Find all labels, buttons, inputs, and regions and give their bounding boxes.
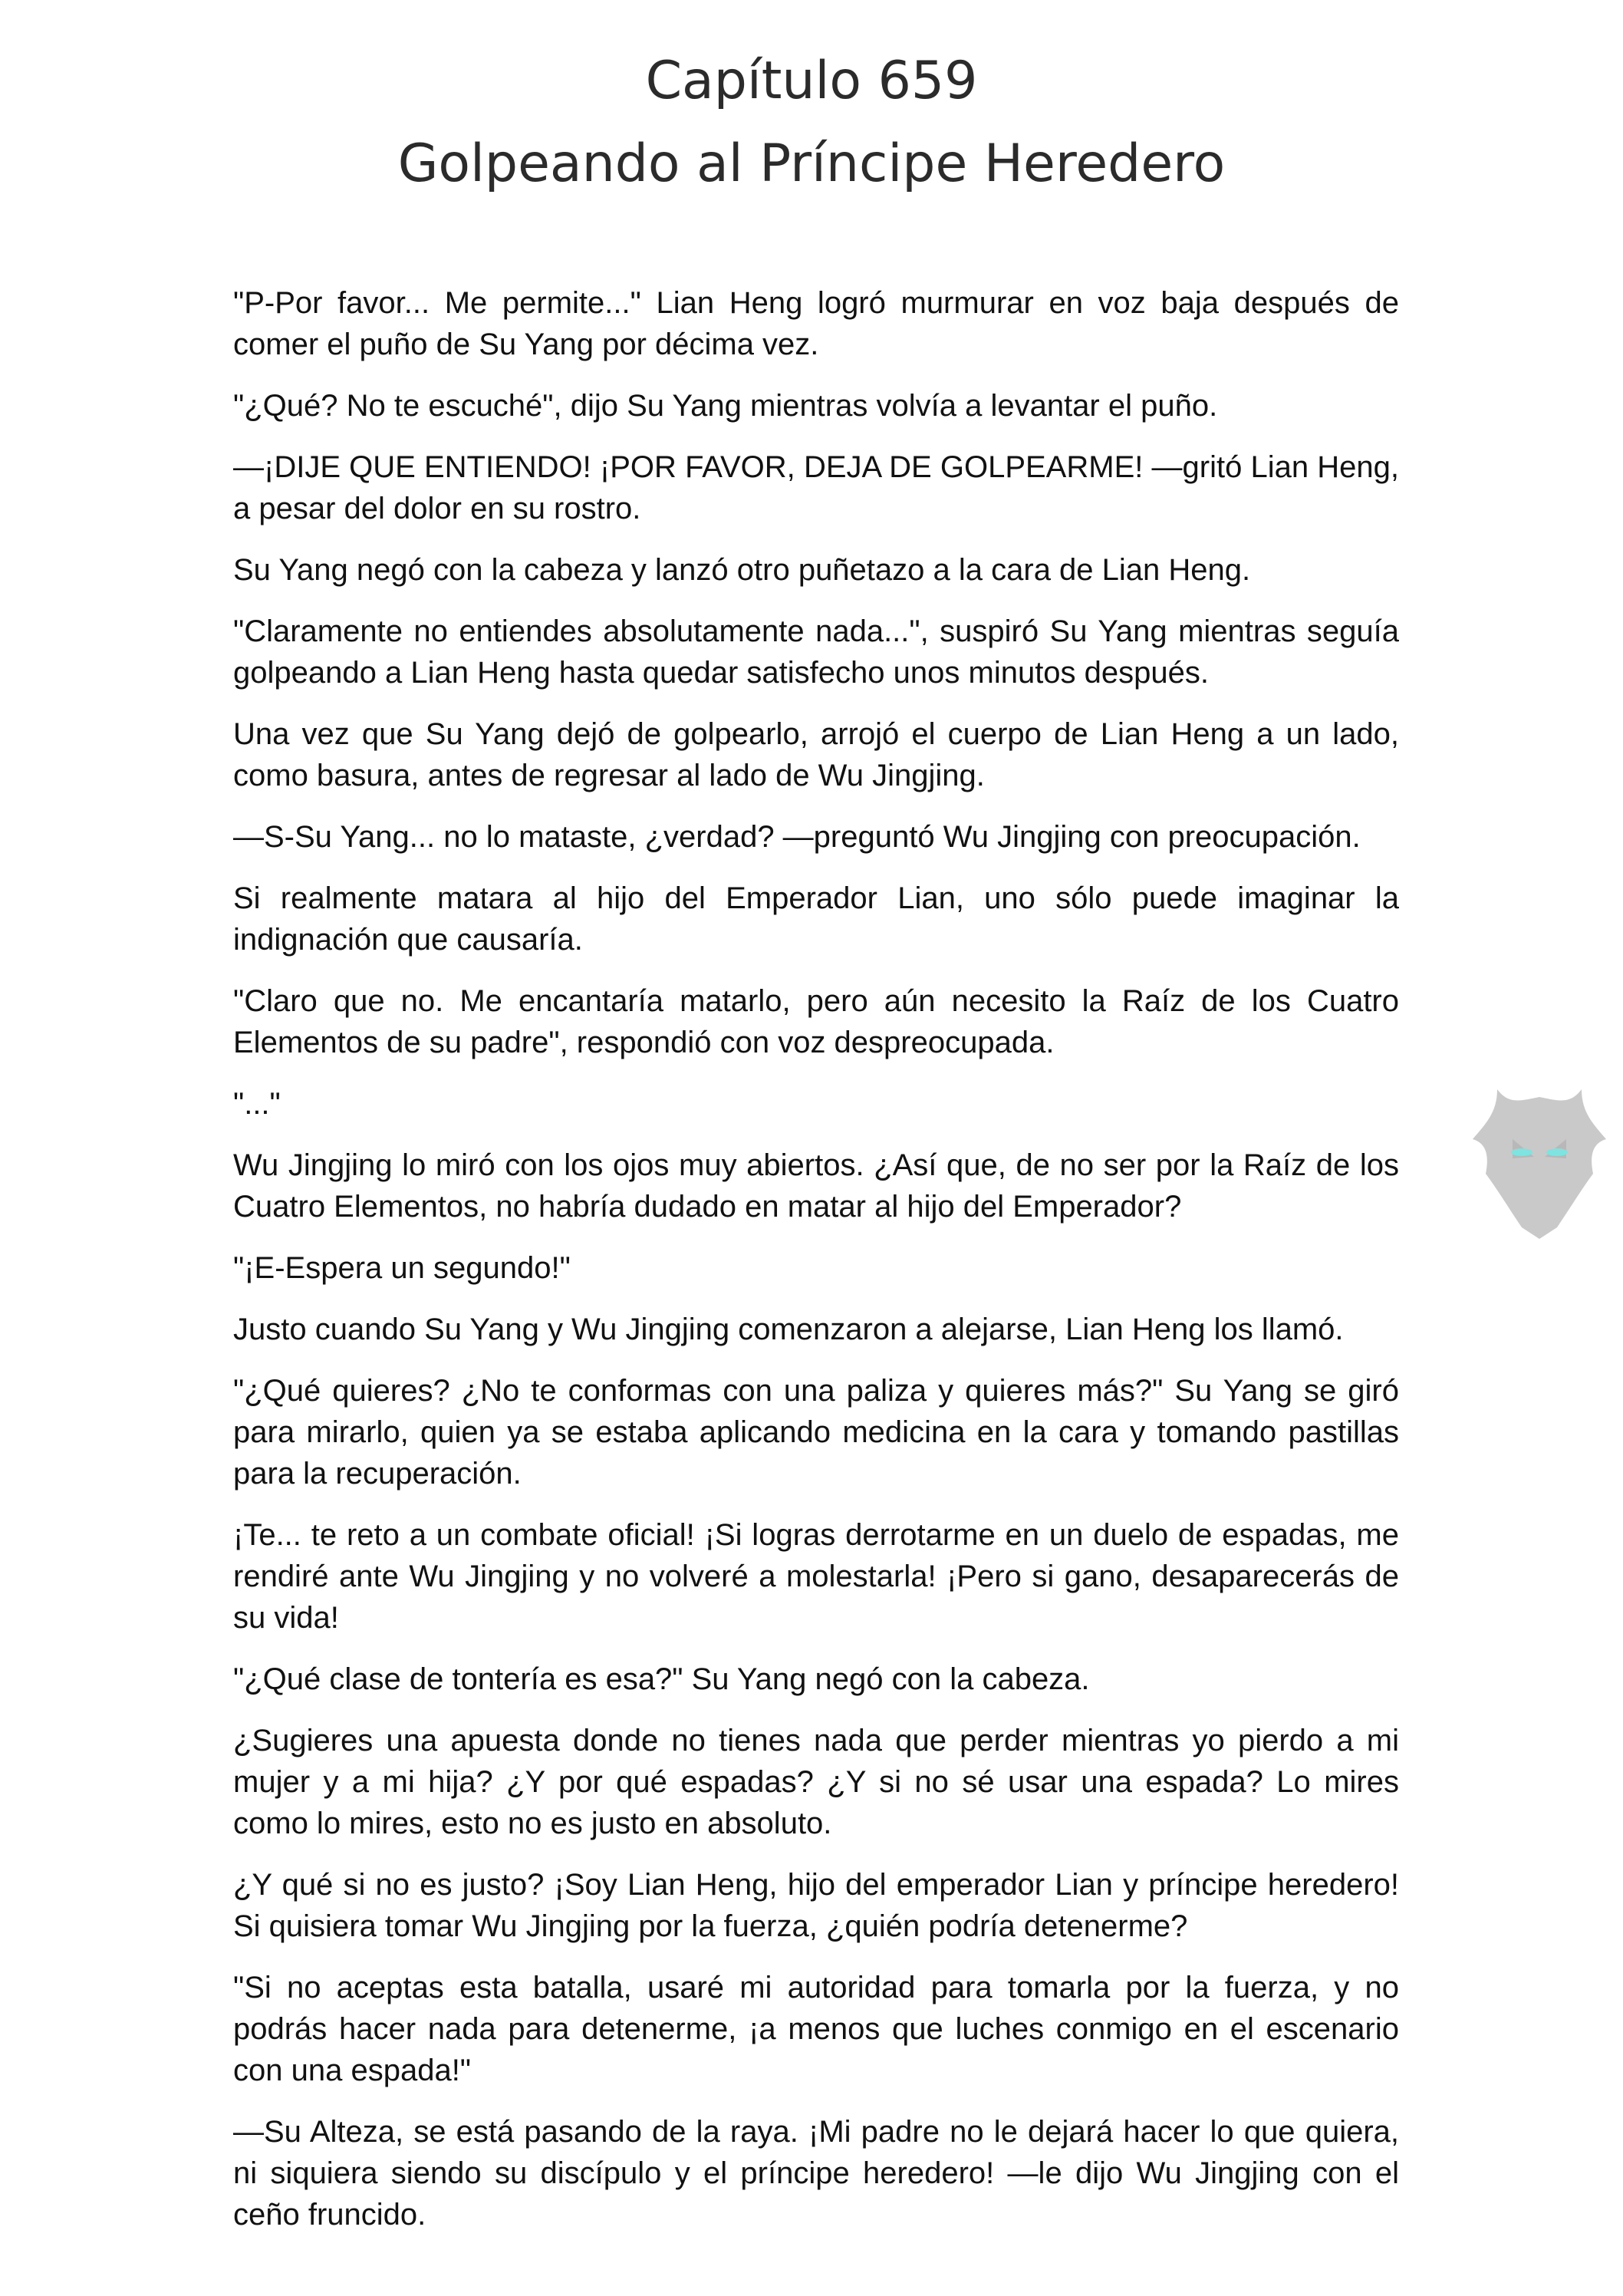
- paragraph: —S-Su Yang... no lo mataste, ¿verdad? —preguntó Wu Jingjing con preocupación.: [233, 820, 1361, 854]
- paragraph: "P-Por favor... Me permite..." Lian Heng logró murmurar en voz baja después de comer el puño de Su Yang por décima vez.: [233, 286, 1399, 361]
- paragraph: ¡Te... te reto a un combate oficial! ¡Si logras derrotarme en un duelo de espadas, me rendiré ante Wu Jingjing y no volveré a molestarla! ¡Pero si gano, desaparecerás de su vida!: [233, 1518, 1399, 1635]
- chapter-heading: [0, 40, 1623, 206]
- paragraph: Justo cuando Su Yang y Wu Jingjing comenzaron a alejarse, Lian Heng los llamó.: [233, 1313, 1344, 1346]
- demon-head-logo-icon: [1467, 1066, 1612, 1243]
- paragraph: Wu Jingjing lo miró con los ojos muy abiertos. ¿Así que, de no ser por la Raíz de los Cuatro Elementos, no habría dudado en matar al hijo del Emperador?: [233, 1148, 1399, 1224]
- paragraph: "...": [233, 1087, 281, 1121]
- paragraph: "Claro que no. Me encantaría matarlo, pero aún necesito la Raíz de los Cuatro Elementos de su padre", respondió con voz despreocupada.: [233, 984, 1399, 1059]
- paragraph: —Su Alteza, se está pasando de la raya. ¡Mi padre no le dejará hacer lo que quiera, ni siquiera siendo su discípulo y el príncipe heredero! —le dijo Wu Jingjing con el ceño fruncido.: [233, 2115, 1399, 2232]
- chapter-body: [233, 282, 1399, 2255]
- paragraph: "¡E-Espera un segundo!": [233, 1251, 571, 1285]
- chapter-number: Capítulo 659: [645, 51, 978, 111]
- paragraph: "¿Qué quieres? ¿No te conformas con una paliza y quieres más?" Su Yang se giró para mirarlo, quien ya se estaba aplicando medicina en la cara y tomando pastillas para la recuperación.: [233, 1374, 1399, 1491]
- paragraph: "¿Qué? No te escuché", dijo Su Yang mientras volvía a levantar el puño.: [233, 389, 1218, 423]
- paragraph: ¿Sugieres una apuesta donde no tienes nada que perder mientras yo pierdo a mi mujer y a mi hija? ¿Y por qué espadas? ¿Y si no sé usar una espada? Lo mires como lo mires, esto no es justo en absoluto.: [233, 1724, 1399, 1840]
- chapter-title: Golpeando al Príncipe Heredero: [397, 133, 1226, 194]
- paragraph: Una vez que Su Yang dejó de golpearlo, arrojó el cuerpo de Lian Heng a un lado, como basura, antes de regresar al lado de Wu Jingjing.: [233, 717, 1399, 792]
- paragraph: Si realmente matara al hijo del Emperador Lian, uno sólo puede imaginar la indignación que causaría.: [233, 881, 1399, 957]
- paragraph: "¿Qué clase de tontería es esa?" Su Yang negó con la cabeza.: [233, 1662, 1090, 1696]
- paragraph: ¿Y qué si no es justo? ¡Soy Lian Heng, hijo del emperador Lian y príncipe heredero! Si quisiera tomar Wu Jingjing por la fuerza, ¿quién podría detenerme?: [233, 1868, 1399, 1943]
- paragraph: "Claramente no entiendes absolutamente nada...", suspiró Su Yang mientras seguía golpeando a Lian Heng hasta quedar satisfecho unos minutos después.: [233, 614, 1399, 690]
- paragraph: —¡DIJE QUE ENTIENDO! ¡POR FAVOR, DEJA DE GOLPEARME! —gritó Lian Heng, a pesar del dolor en su rostro.: [233, 450, 1399, 525]
- paragraph: Su Yang negó con la cabeza y lanzó otro puñetazo a la cara de Lian Heng.: [233, 553, 1251, 587]
- paragraph: "Si no aceptas esta batalla, usaré mi autoridad para tomarla por la fuerza, y no podrás hacer nada para detenerme, ¡a menos que luches conmigo en el escenario con una espada!": [233, 1971, 1399, 2087]
